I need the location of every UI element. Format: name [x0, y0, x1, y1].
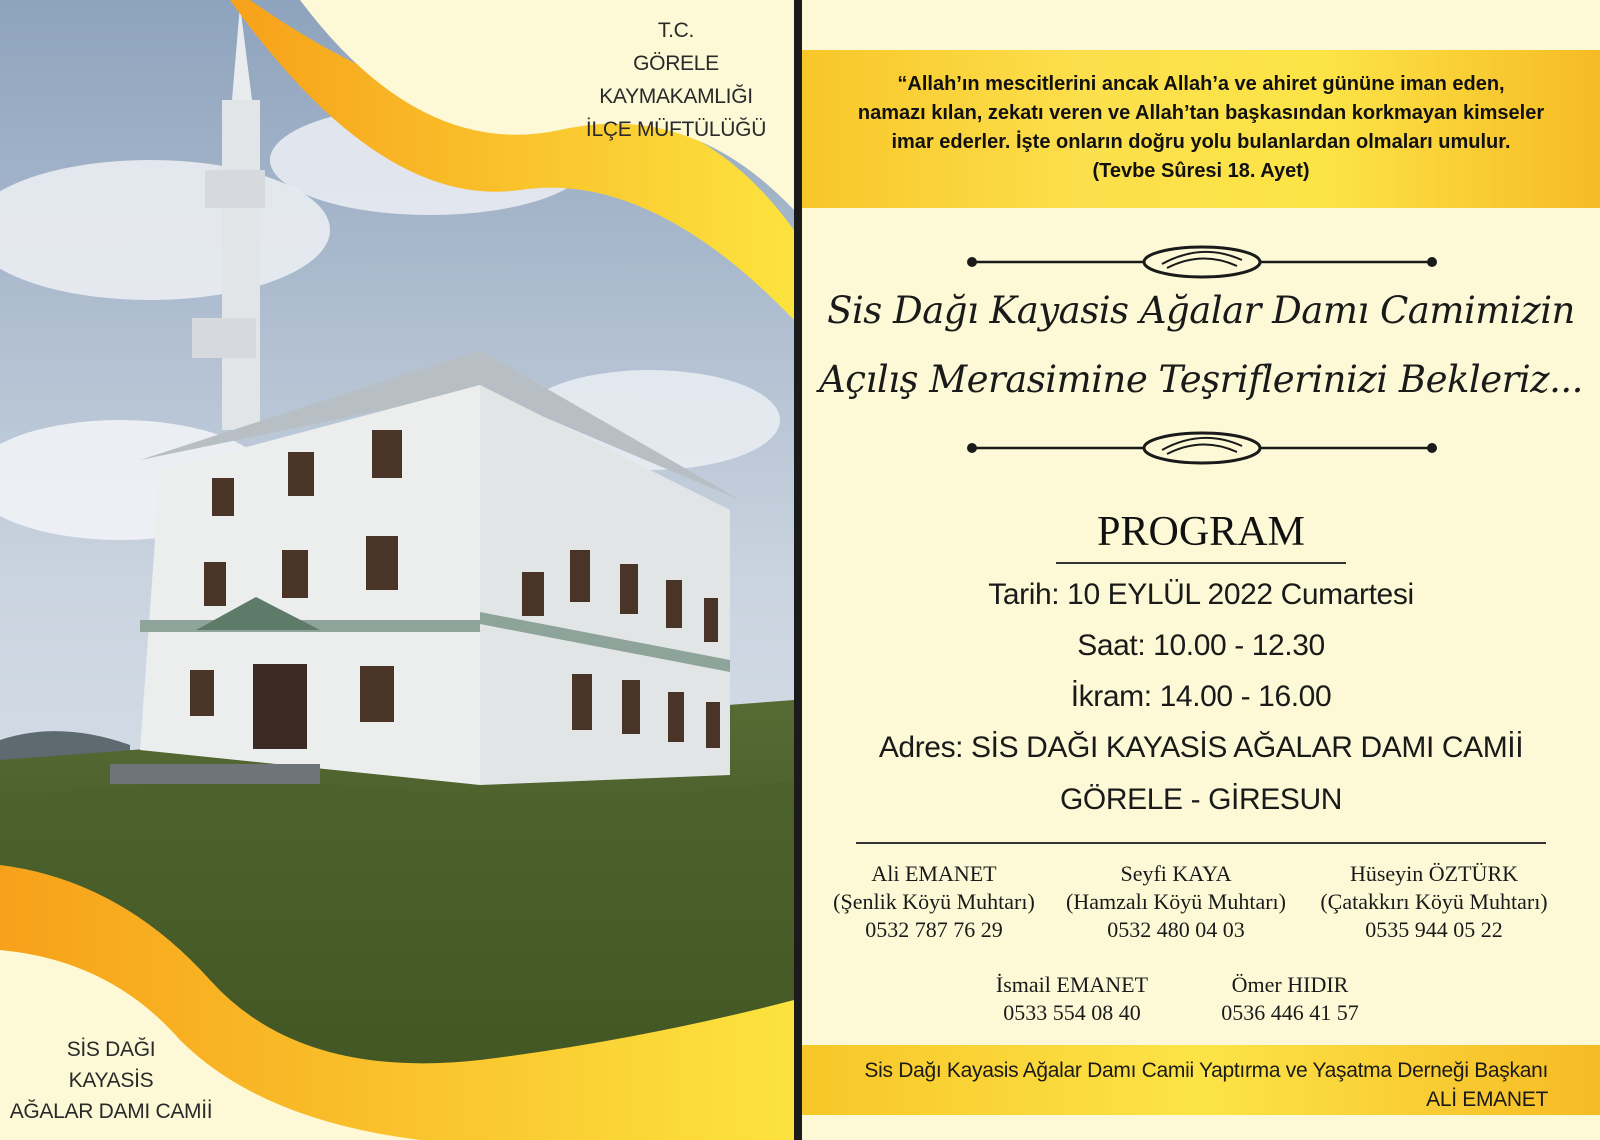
contact-phone: 0532 787 76 29 — [865, 917, 1003, 942]
ornament-divider-top — [962, 242, 1442, 282]
contacts-divider — [856, 842, 1546, 844]
contact-phone: 0533 554 08 40 — [1003, 1000, 1141, 1025]
ornament-divider-bottom — [962, 428, 1442, 468]
contact-name: Ali EMANET — [871, 861, 997, 886]
contact-phone: 0532 480 04 03 — [1107, 917, 1245, 942]
panel-divider — [794, 0, 802, 1140]
invitation-headline-line2: Açılış Merasimine Teşriflerinizi Bekleriz... — [819, 358, 1583, 401]
program-title: PROGRAM — [1097, 509, 1305, 555]
contact-name: İsmail EMANET — [995, 972, 1149, 997]
contact-name: Hüseyin ÖZTÜRK — [1349, 861, 1519, 886]
contact-card — [1310, 860, 1558, 944]
mosque-name-line: SİS DAĞI — [66, 1038, 156, 1061]
contact-name: Ömer HIDIR — [1231, 972, 1349, 997]
invitation-headline-line1: Sis Dağı Kayasis Ağalar Damı Camimizin — [827, 289, 1575, 332]
contact-card — [972, 971, 1172, 1027]
mosque-name-line: AĞALAR DAMI CAMİİ — [9, 1100, 213, 1123]
mosque-name-line: KAYASİS — [68, 1069, 154, 1092]
mosque-photo — [0, 0, 794, 1140]
right-panel — [802, 0, 1600, 1140]
left-panel — [0, 0, 794, 1140]
program-refreshments: İkram: 14.00 - 16.00 — [1070, 680, 1332, 713]
footer-president: ALİ EMANET — [1426, 1088, 1548, 1111]
contact-role: (Çatakkırı Köyü Muhtarı) — [1320, 889, 1548, 914]
contact-role: (Hamzalı Köyü Muhtarı) — [1066, 889, 1286, 914]
contact-role: (Şenlik Köyü Muhtarı) — [833, 889, 1035, 914]
mosque-name-caption — [0, 1034, 222, 1127]
program-address: Adres: SİS DAĞI KAYASİS AĞALAR DAMI CAMİİ — [878, 731, 1524, 764]
footer-signature — [864, 1056, 1548, 1114]
ministry-line: İLÇE MÜFTÜLÜĞÜ — [585, 118, 767, 141]
verse-reference: (Tevbe Sûresi 18. Ayet) — [1092, 160, 1310, 182]
verse-line: namazı kılan, zekatı veren ve Allah’tan başkasından korkmayan kimseler — [857, 102, 1545, 124]
ministry-header — [560, 14, 792, 146]
program-time: Saat: 10.00 - 12.30 — [1077, 629, 1325, 662]
verse-line: imar ederler. İşte onların doğru yolu bulanlardan olmaları umulur. — [891, 131, 1511, 153]
contact-card — [814, 860, 1054, 944]
verse-line: “Allah’ın mescitlerini ancak Allah’a ve ahiret gününe iman eden, — [897, 73, 1505, 95]
footer-association: Sis Dağı Kayasis Ağalar Damı Camii Yaptırma ve Yaşatma Derneği Başkanı — [864, 1059, 1548, 1082]
program-title-underline — [1056, 562, 1346, 564]
quran-verse — [802, 70, 1600, 186]
contact-phone: 0536 446 41 57 — [1221, 1000, 1359, 1025]
contact-card — [1056, 860, 1296, 944]
contact-phone: 0535 944 05 22 — [1365, 917, 1503, 942]
contact-name: Seyfi KAYA — [1120, 861, 1232, 886]
contact-card — [1190, 971, 1390, 1027]
ministry-line: T.C. — [657, 19, 695, 42]
program-city: GÖRELE - GİRESUN — [1060, 783, 1342, 816]
program-date: Tarih: 10 EYLÜL 2022 Cumartesi — [988, 578, 1414, 611]
ministry-line: GÖRELE KAYMAKAMLIĞI — [599, 52, 753, 108]
